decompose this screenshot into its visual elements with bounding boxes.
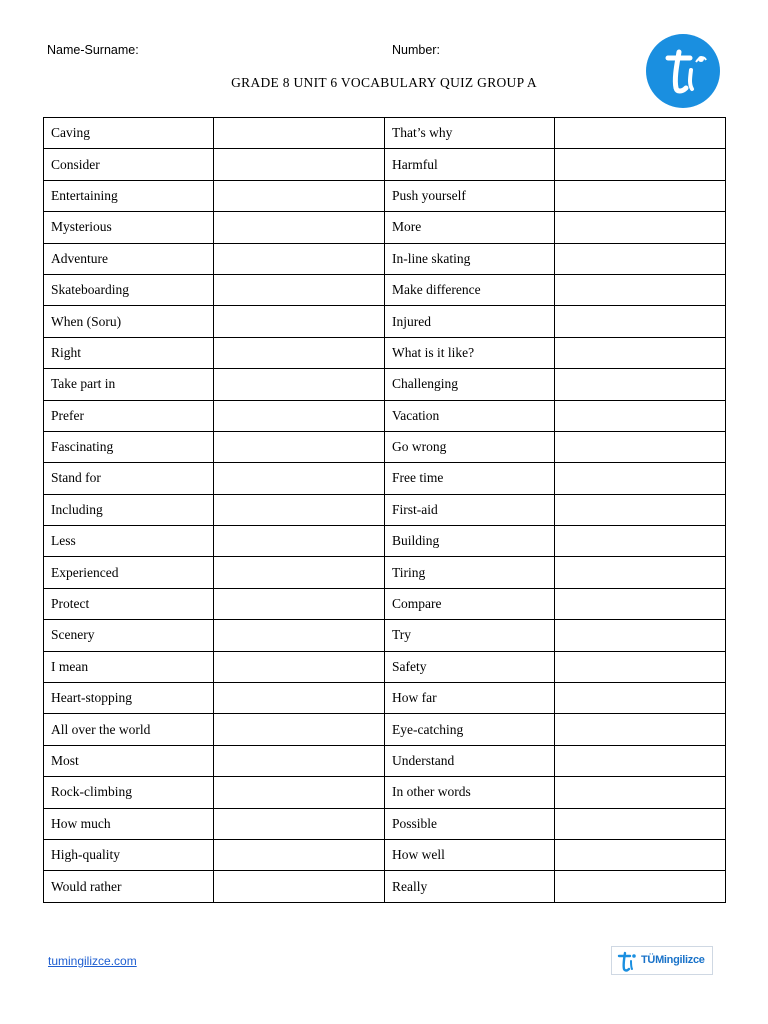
answer-cell-right[interactable] [555,212,726,243]
answer-cell-right[interactable] [555,274,726,305]
answer-cell-left[interactable] [214,463,385,494]
vocab-word-left: Fascinating [44,431,214,462]
answer-cell-left[interactable] [214,745,385,776]
vocab-word-left: Would rather [44,871,214,902]
answer-cell-left[interactable] [214,431,385,462]
table-row [44,369,726,400]
table-row [44,683,726,714]
answer-cell-right[interactable] [555,714,726,745]
vocab-word-left: Right [44,337,214,368]
vocab-word-right: Vacation [385,400,555,431]
answer-cell-left[interactable] [214,274,385,305]
vocab-word-left: Entertaining [44,180,214,211]
vocab-word-right: How well [385,839,555,870]
answer-cell-right[interactable] [555,683,726,714]
table-row [44,714,726,745]
answer-cell-left[interactable] [214,871,385,902]
vocab-word-left: How much [44,808,214,839]
table-row [44,588,726,619]
answer-cell-right[interactable] [555,588,726,619]
answer-cell-left[interactable] [214,243,385,274]
answer-cell-right[interactable] [555,871,726,902]
ti-small-icon [615,949,639,973]
answer-cell-left[interactable] [214,557,385,588]
vocab-word-left: High-quality [44,839,214,870]
answer-cell-right[interactable] [555,337,726,368]
table-row [44,212,726,243]
table-row [44,243,726,274]
answer-cell-left[interactable] [214,118,385,149]
answer-cell-right[interactable] [555,243,726,274]
vocab-word-right: Push yourself [385,180,555,211]
answer-cell-left[interactable] [214,212,385,243]
vocab-word-right: Compare [385,588,555,619]
answer-cell-right[interactable] [555,745,726,776]
table-row [44,745,726,776]
table-row [44,400,726,431]
vocab-word-left: Most [44,745,214,776]
table-row [44,839,726,870]
vocab-word-right: More [385,212,555,243]
table-row [44,526,726,557]
answer-cell-right[interactable] [555,306,726,337]
answer-cell-left[interactable] [214,149,385,180]
answer-cell-right[interactable] [555,369,726,400]
answer-cell-left[interactable] [214,651,385,682]
answer-cell-left[interactable] [214,526,385,557]
answer-cell-left[interactable] [214,683,385,714]
answer-cell-right[interactable] [555,149,726,180]
answer-cell-right[interactable] [555,651,726,682]
page-title: GRADE 8 UNIT 6 VOCABULARY QUIZ GROUP A [231,75,537,90]
vocab-word-right: Eye-catching [385,714,555,745]
answer-cell-right[interactable] [555,180,726,211]
answer-cell-right[interactable] [555,526,726,557]
vocab-word-right: In-line skating [385,243,555,274]
name-surname-label: Name-Surname: [47,43,139,57]
vocab-word-right: Building [385,526,555,557]
answer-cell-right[interactable] [555,777,726,808]
vocab-word-left: Including [44,494,214,525]
table-row [44,463,726,494]
answer-cell-left[interactable] [214,306,385,337]
tumingilizce-logo [611,946,713,975]
table-row [44,871,726,902]
table-row [44,118,726,149]
table-row [44,494,726,525]
vocab-word-left: Mysterious [44,212,214,243]
table-row [44,620,726,651]
vocab-word-right: Injured [385,306,555,337]
vocab-word-left: Prefer [44,400,214,431]
vocab-word-right: Possible [385,808,555,839]
table-row [44,274,726,305]
table-row [44,557,726,588]
vocab-word-left: I mean [44,651,214,682]
answer-cell-right[interactable] [555,463,726,494]
answer-cell-right[interactable] [555,557,726,588]
answer-cell-left[interactable] [214,337,385,368]
answer-cell-left[interactable] [214,494,385,525]
vocab-word-left: Skateboarding [44,274,214,305]
table-row [44,651,726,682]
table-row [44,149,726,180]
vocab-word-left: Take part in [44,369,214,400]
answer-cell-left[interactable] [214,839,385,870]
answer-cell-left[interactable] [214,400,385,431]
vocab-word-left: Adventure [44,243,214,274]
answer-cell-right[interactable] [555,808,726,839]
vocab-word-left: Stand for [44,463,214,494]
vocab-word-left: Consider [44,149,214,180]
vocab-word-right: Harmful [385,149,555,180]
vocab-word-left: Caving [44,118,214,149]
vocab-word-left: Scenery [44,620,214,651]
vocab-word-right: How far [385,683,555,714]
answer-cell-right[interactable] [555,839,726,870]
table-row [44,431,726,462]
answer-cell-left[interactable] [214,369,385,400]
ti-logo-icon [646,34,720,108]
answer-cell-right[interactable] [555,431,726,462]
vocab-word-left: Protect [44,588,214,619]
vocab-word-left: When (Soru) [44,306,214,337]
answer-cell-left[interactable] [214,180,385,211]
vocab-word-right: Really [385,871,555,902]
answer-cell-right[interactable] [555,494,726,525]
answer-cell-left[interactable] [214,588,385,619]
table-row [44,777,726,808]
table-row [44,808,726,839]
answer-cell-left[interactable] [214,808,385,839]
footer-website-link[interactable]: tumingilizce.com [48,954,137,968]
answer-cell-right[interactable] [555,118,726,149]
vocab-word-right: Challenging [385,369,555,400]
vocab-word-right: In other words [385,777,555,808]
vocab-word-right: Go wrong [385,431,555,462]
answer-cell-right[interactable] [555,400,726,431]
number-label: Number: [392,43,440,57]
table-row [44,306,726,337]
vocabulary-table [43,117,726,903]
vocab-word-right: Free time [385,463,555,494]
vocab-word-left: Rock-climbing [44,777,214,808]
vocab-word-left: Heart-stopping [44,683,214,714]
vocab-word-left: Less [44,526,214,557]
vocab-word-right: Try [385,620,555,651]
vocab-word-right: What is it like? [385,337,555,368]
vocab-word-left: All over the world [44,714,214,745]
vocab-word-left: Experienced [44,557,214,588]
vocab-word-right: Safety [385,651,555,682]
answer-cell-left[interactable] [214,620,385,651]
answer-cell-right[interactable] [555,620,726,651]
vocab-word-right: Make difference [385,274,555,305]
table-row [44,337,726,368]
table-row [44,180,726,211]
answer-cell-left[interactable] [214,714,385,745]
vocab-word-right: Tiring [385,557,555,588]
vocab-word-right: Understand [385,745,555,776]
logo-brand-text: TÜMingilizce [641,954,705,966]
vocab-word-right: That’s why [385,118,555,149]
answer-cell-left[interactable] [214,777,385,808]
vocab-word-right: First-aid [385,494,555,525]
